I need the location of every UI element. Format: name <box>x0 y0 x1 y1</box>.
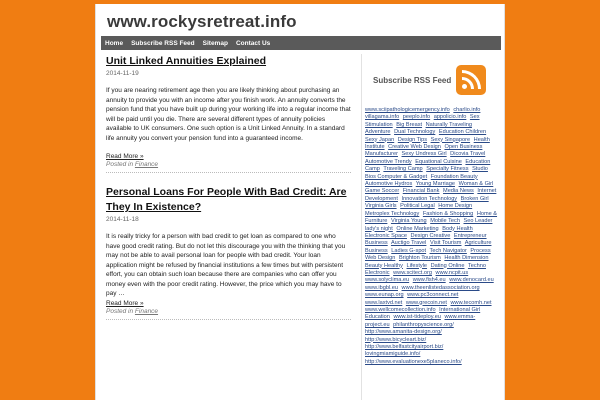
sidebar-link[interactable]: lovingmiamiguide.info/ <box>365 351 421 358</box>
sidebar-link[interactable]: Automotive Hydros <box>365 181 413 188</box>
sidebar-link[interactable]: Media News <box>443 188 474 195</box>
sidebar-link[interactable]: Dating Online <box>430 262 465 269</box>
sidebar-link[interactable]: Young Marriage <box>415 181 456 188</box>
sidebar-link[interactable]: Game Soccer <box>365 188 400 195</box>
sidebar-link[interactable]: Creative Web Design <box>388 144 441 151</box>
sidebar-link[interactable]: http://www.amanita-design.org/ <box>365 329 442 336</box>
nav-sitemap[interactable]: Sitemap <box>202 39 228 47</box>
sidebar-link[interactable]: Innovation Technology <box>401 195 458 202</box>
sidebar-link[interactable]: www.solyclima.eu <box>365 277 410 284</box>
sidebar-link[interactable]: Brighton Tourism <box>398 255 441 262</box>
sidebar-link[interactable]: www.ncpit.us <box>435 269 469 276</box>
post-excerpt: It is really tricky for a person with bad credit to get loan as compared to one who have good credit rating. But do not let this discourage you with the thinking that you may not be able to avail personal loan for people with bad credit. Your loan application might be refused by financial institutions a few times but with persistent effort, you can obtain such loan because there are companies who can offer you money even with the poor credit rating. However, the price which you may have to pay … <box>106 233 346 297</box>
nav-contact-us[interactable]: Contact Us <box>235 39 271 47</box>
sidebar-link[interactable]: www.grecoin.net <box>405 299 447 306</box>
sidebar-link[interactable]: www.ist-tideploy.eu <box>393 314 441 321</box>
sidebar-link[interactable]: www.ibgbl.eu <box>365 284 398 291</box>
sidebar-link[interactable]: Big Breast <box>396 121 423 128</box>
sidebar-link[interactable]: Education Camp <box>365 158 491 173</box>
post-divider <box>106 172 351 173</box>
sidebar-link[interactable]: Equational Cuisine <box>415 158 462 165</box>
read-more-link[interactable]: Read More » <box>106 153 144 160</box>
sidebar-link[interactable]: www.wellcomecollection.info <box>365 306 436 313</box>
sidebar-link[interactable]: Mobile Tech <box>430 218 460 225</box>
nav-home[interactable]: Home <box>105 39 124 47</box>
sidebar-link[interactable]: Home Design <box>438 203 473 210</box>
page-container <box>95 4 505 400</box>
sidebar-link[interactable]: Ladies G-spot <box>391 247 427 254</box>
category-link[interactable]: Finance <box>134 161 159 168</box>
sidebar-link[interactable]: www.scitect.org <box>393 269 432 276</box>
post-category-line <box>106 308 351 315</box>
sidebar-link[interactable]: Political Legal <box>400 203 435 210</box>
post-date: 2014-11-19 <box>106 70 139 77</box>
post-date: 2014-11-18 <box>106 216 139 223</box>
rss-widget-title[interactable]: Subscribe RSS Feed <box>373 75 452 85</box>
sidebar-link[interactable]: http://www.belfastcityairport.biz/ <box>365 344 444 350</box>
sidebar-link[interactable]: Body Health <box>442 225 473 232</box>
sidebar-link[interactable]: Beauty Healthy <box>365 262 403 269</box>
sidebar-link[interactable]: Bios Computer & Gadget <box>365 173 428 180</box>
post-category-line <box>106 161 351 168</box>
post-title[interactable]: Personal Loans For People With Bad Credit: Are They In Existence? <box>106 186 347 213</box>
sidebar-link[interactable]: Health Institute <box>365 136 490 151</box>
sidebar-link[interactable]: philanthropyscience.org/ <box>393 321 454 328</box>
post-title[interactable]: Unit Linked Annuities Explained <box>106 55 267 67</box>
sidebar-link[interactable]: Sex Stimulation <box>365 114 480 128</box>
sidebar-link[interactable]: www.tecomh.net <box>450 299 492 306</box>
sidebar-link[interactable]: Tech Navigator <box>429 247 467 254</box>
sidebar-link[interactable]: Agriculture Business <box>365 240 492 254</box>
sidebar-link[interactable]: http://www.bicycleart.biz/ <box>365 336 427 343</box>
sidebar-link[interactable]: Auctigo Travel <box>390 240 427 247</box>
sidebar-link[interactable]: Manufacturer <box>365 151 398 158</box>
sidebar-link[interactable]: Internet Development <box>365 188 497 202</box>
sidebar-link[interactable]: Entrepreneur Business <box>365 232 487 247</box>
sidebar-link[interactable]: Specialty Fitness <box>426 166 469 173</box>
sidebar-link[interactable]: Techno Electronic <box>365 262 486 276</box>
sidebar-link[interactable]: Open Business <box>444 144 483 151</box>
sidebar-link[interactable]: Broken Girl <box>460 195 489 202</box>
sidebar-link[interactable]: Metroplex Technology <box>365 210 420 217</box>
top-navigation <box>101 36 501 50</box>
sidebar-link[interactable]: peeplo.info <box>402 114 431 121</box>
sidebar-link[interactable]: International Girl Education <box>365 306 481 321</box>
site-title[interactable]: www.rockysretreat.info <box>107 12 297 31</box>
sidebar-link[interactable]: Sexy Undress Girl <box>401 151 447 158</box>
sidebar-link[interactable]: Online Marketing <box>396 225 439 232</box>
sidebar-link[interactable]: www.laxtvd.net <box>365 299 403 306</box>
sidebar-link[interactable]: Naturally Traveling <box>425 121 472 128</box>
category-link[interactable]: Finance <box>134 307 159 315</box>
posted-in-label: Posted in <box>106 161 134 168</box>
sidebar-link[interactable]: www.theenlistedassociation.org <box>401 284 480 291</box>
sidebar-link[interactable]: Education Children <box>438 129 487 136</box>
nav-subscribe-rss-feed[interactable]: Subscribe RSS Feed <box>131 39 195 47</box>
sidebar-link[interactable]: Sexy Japan <box>365 136 395 143</box>
sidebar-link[interactable]: Design Tips <box>397 136 428 143</box>
sidebar-link[interactable]: Virginia Girls <box>365 203 397 210</box>
posted-in-label: Posted in <box>106 307 134 315</box>
sidebar-link[interactable]: Health Dimension <box>444 255 489 262</box>
sidebar <box>361 54 499 400</box>
sidebar-link[interactable]: Financial Bank <box>402 188 440 195</box>
sidebar-link[interactable]: Design Creative <box>410 232 451 239</box>
main-content <box>106 54 351 400</box>
read-more-link[interactable]: Read More » <box>106 299 144 307</box>
sidebar-link[interactable]: www.denocard.eu <box>449 277 494 284</box>
sidebar-link[interactable]: Foundation Beauty <box>430 173 478 180</box>
sidebar-link-list <box>365 107 499 366</box>
sidebar-link[interactable]: www.eunap.org <box>365 292 404 299</box>
sidebar-link[interactable]: Woman & Girl <box>458 181 494 188</box>
sidebar-link[interactable]: Lifestyle <box>406 262 428 269</box>
sidebar-link[interactable]: Studio <box>472 166 488 173</box>
sidebar-link[interactable]: http://www.evaluationexe5planeco.info/ <box>365 358 462 365</box>
post-divider <box>106 319 351 320</box>
sidebar-link[interactable]: appolicio.info <box>433 114 467 121</box>
rss-feed-icon[interactable] <box>456 65 486 95</box>
sidebar-link[interactable]: www.fish4.eu <box>412 277 446 284</box>
sidebar-link[interactable]: Seo Leader <box>463 218 493 225</box>
sidebar-link[interactable]: Automotive Trendy <box>365 158 412 165</box>
sidebar-link[interactable]: Sexy Singapore <box>430 136 471 143</box>
post <box>106 185 351 320</box>
sidebar-link[interactable]: www.pc3connect.net <box>407 292 459 299</box>
sidebar-link[interactable]: charlio.info <box>453 107 481 113</box>
sidebar-link[interactable]: lady's night <box>365 225 393 232</box>
sidebar-link[interactable]: www.emma-project.eu <box>365 314 476 328</box>
rss-widget <box>365 65 499 95</box>
sidebar-link[interactable]: Traveling Camp <box>383 166 423 173</box>
sidebar-link[interactable]: Electronic Space <box>365 232 407 239</box>
sidebar-link[interactable]: Dual Technology <box>394 129 436 136</box>
sidebar-link[interactable]: Home & Furniture <box>365 210 498 225</box>
sidebar-link[interactable]: Fashion & Shopping <box>422 210 474 217</box>
post-excerpt: If you are nearing retirement age then you are likely thinking about purchasing an annuity to provide you with an income after you finish work. An annuity converts the pension fund that you have built up during your working life into a regular income that will be paid until you die. There are several different types of annuity policies available to UK consumers. One such option is a Unit Linked Annuity. In a standard life annuity you convert your pension fund into a guaranteed income. <box>106 87 351 142</box>
sidebar-link[interactable]: Virginia Young <box>390 218 427 225</box>
sidebar-link[interactable]: www.sciipathologicemergency.info <box>365 107 450 113</box>
sidebar-link[interactable]: Adventure <box>365 129 391 136</box>
sidebar-link[interactable]: villagama.info <box>365 114 400 121</box>
sidebar-link[interactable]: Process Web Design <box>365 247 491 262</box>
sidebar-link[interactable]: Visit Tourism <box>429 240 462 247</box>
post <box>106 54 351 173</box>
sidebar-link[interactable]: Dicovia Travel <box>450 151 486 158</box>
